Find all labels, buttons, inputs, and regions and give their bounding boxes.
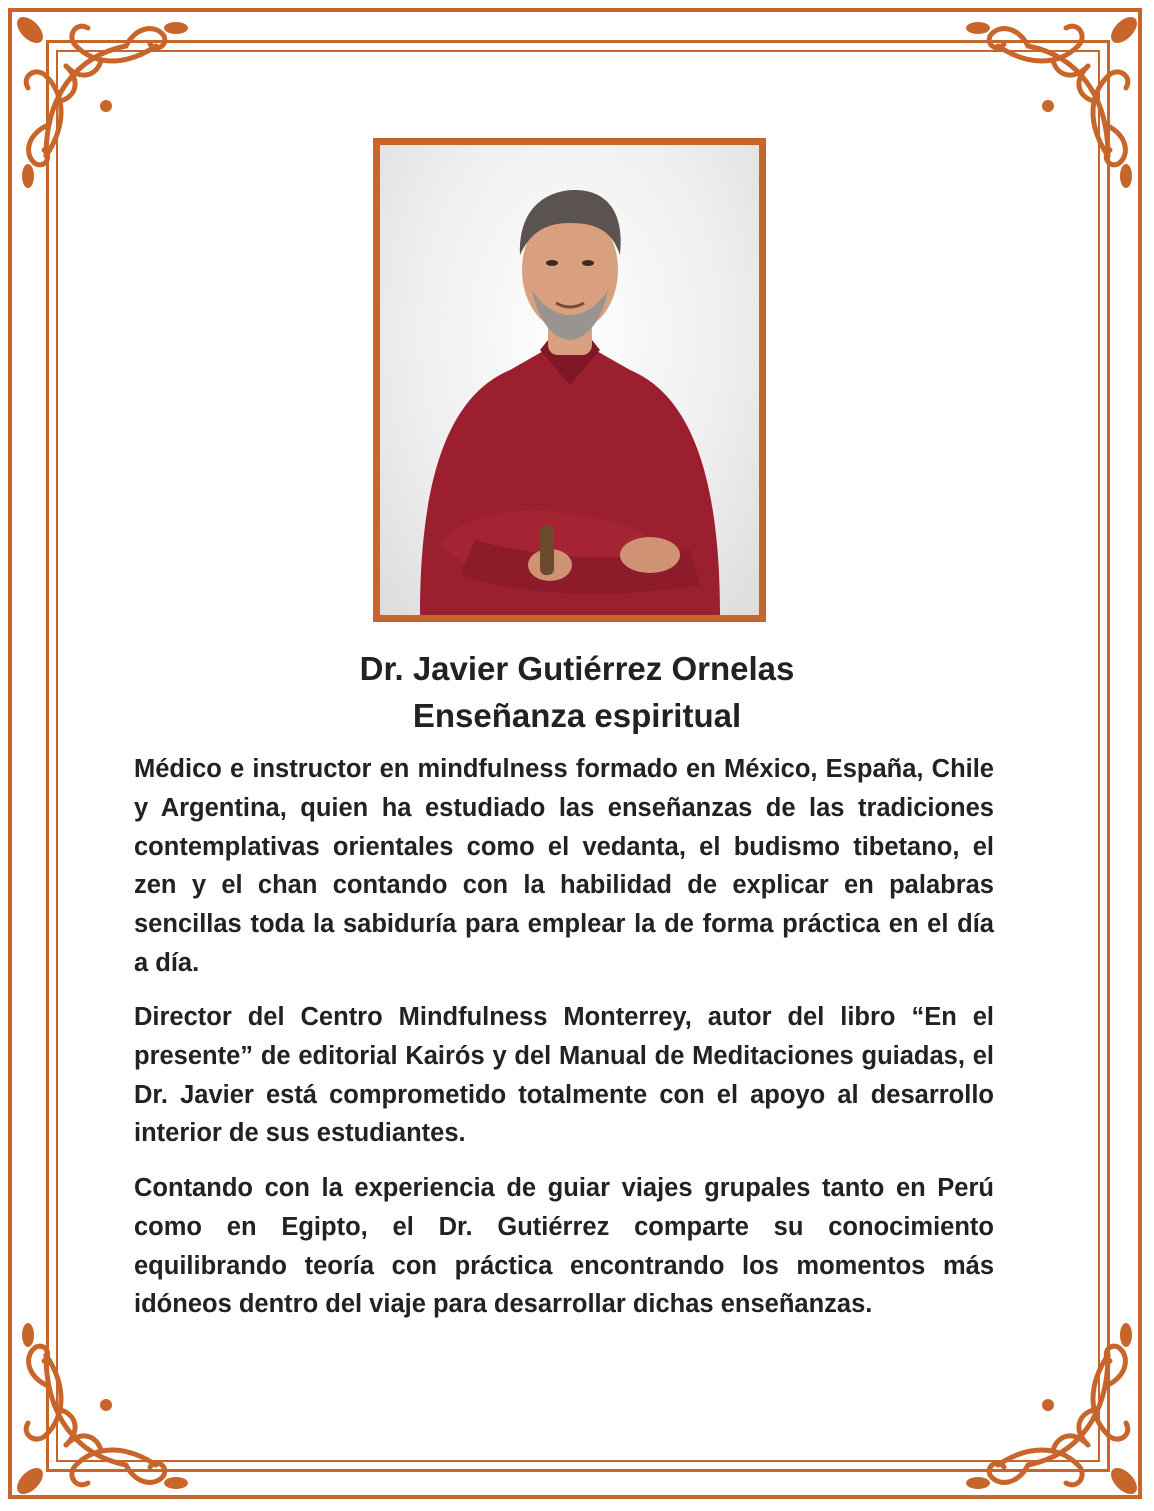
- paragraph-text: Médico e instructor en mindfulness formado en México, España, Chile y Argentina, quien ha estudiado las enseñanzas de las tradiciones contemplativas orientales como el vedanta, el budismo tibetano, el zen y el chan contando con la habilidad de explicar en palabras sencillas toda la sabiduría para emplear la de forma práctica en el día a día.: [134, 755, 994, 977]
- speaker-name: Dr. Javier Gutiérrez Ornelas: [359, 650, 795, 687]
- portrait-photo: [373, 138, 766, 622]
- corner-ornament-icon: [6, 6, 196, 196]
- corner-ornament-icon: [958, 1315, 1148, 1505]
- bio-paragraph-1: [134, 750, 994, 983]
- corner-ornament-icon: [958, 6, 1148, 196]
- portrait-illustration-icon: [380, 145, 759, 615]
- paragraph-text: Director del Centro Mindfulness Monterrey, autor del libro “En el presente” de editorial Kairós y del Manual de Meditaciones guiadas, el Dr. Javier está comprometido totalmente con el apoyo al desarrollo interior de sus estudiantes.: [134, 1003, 994, 1148]
- bio-paragraph-2: [134, 998, 994, 1153]
- bio-paragraph-3: [134, 1169, 994, 1324]
- corner-ornament-icon: [6, 1315, 196, 1505]
- speaker-subtitle: Enseñanza espiritual: [412, 697, 742, 734]
- paragraph-text: Contando con la experiencia de guiar viajes grupales tanto en Perú como en Egipto, el Dr. Gutiérrez comparte su conocimiento equilibrando teoría con práctica encontrando los momentos más idóneos dentro del viaje para desarrollar dichas enseñanzas.: [134, 1174, 994, 1319]
